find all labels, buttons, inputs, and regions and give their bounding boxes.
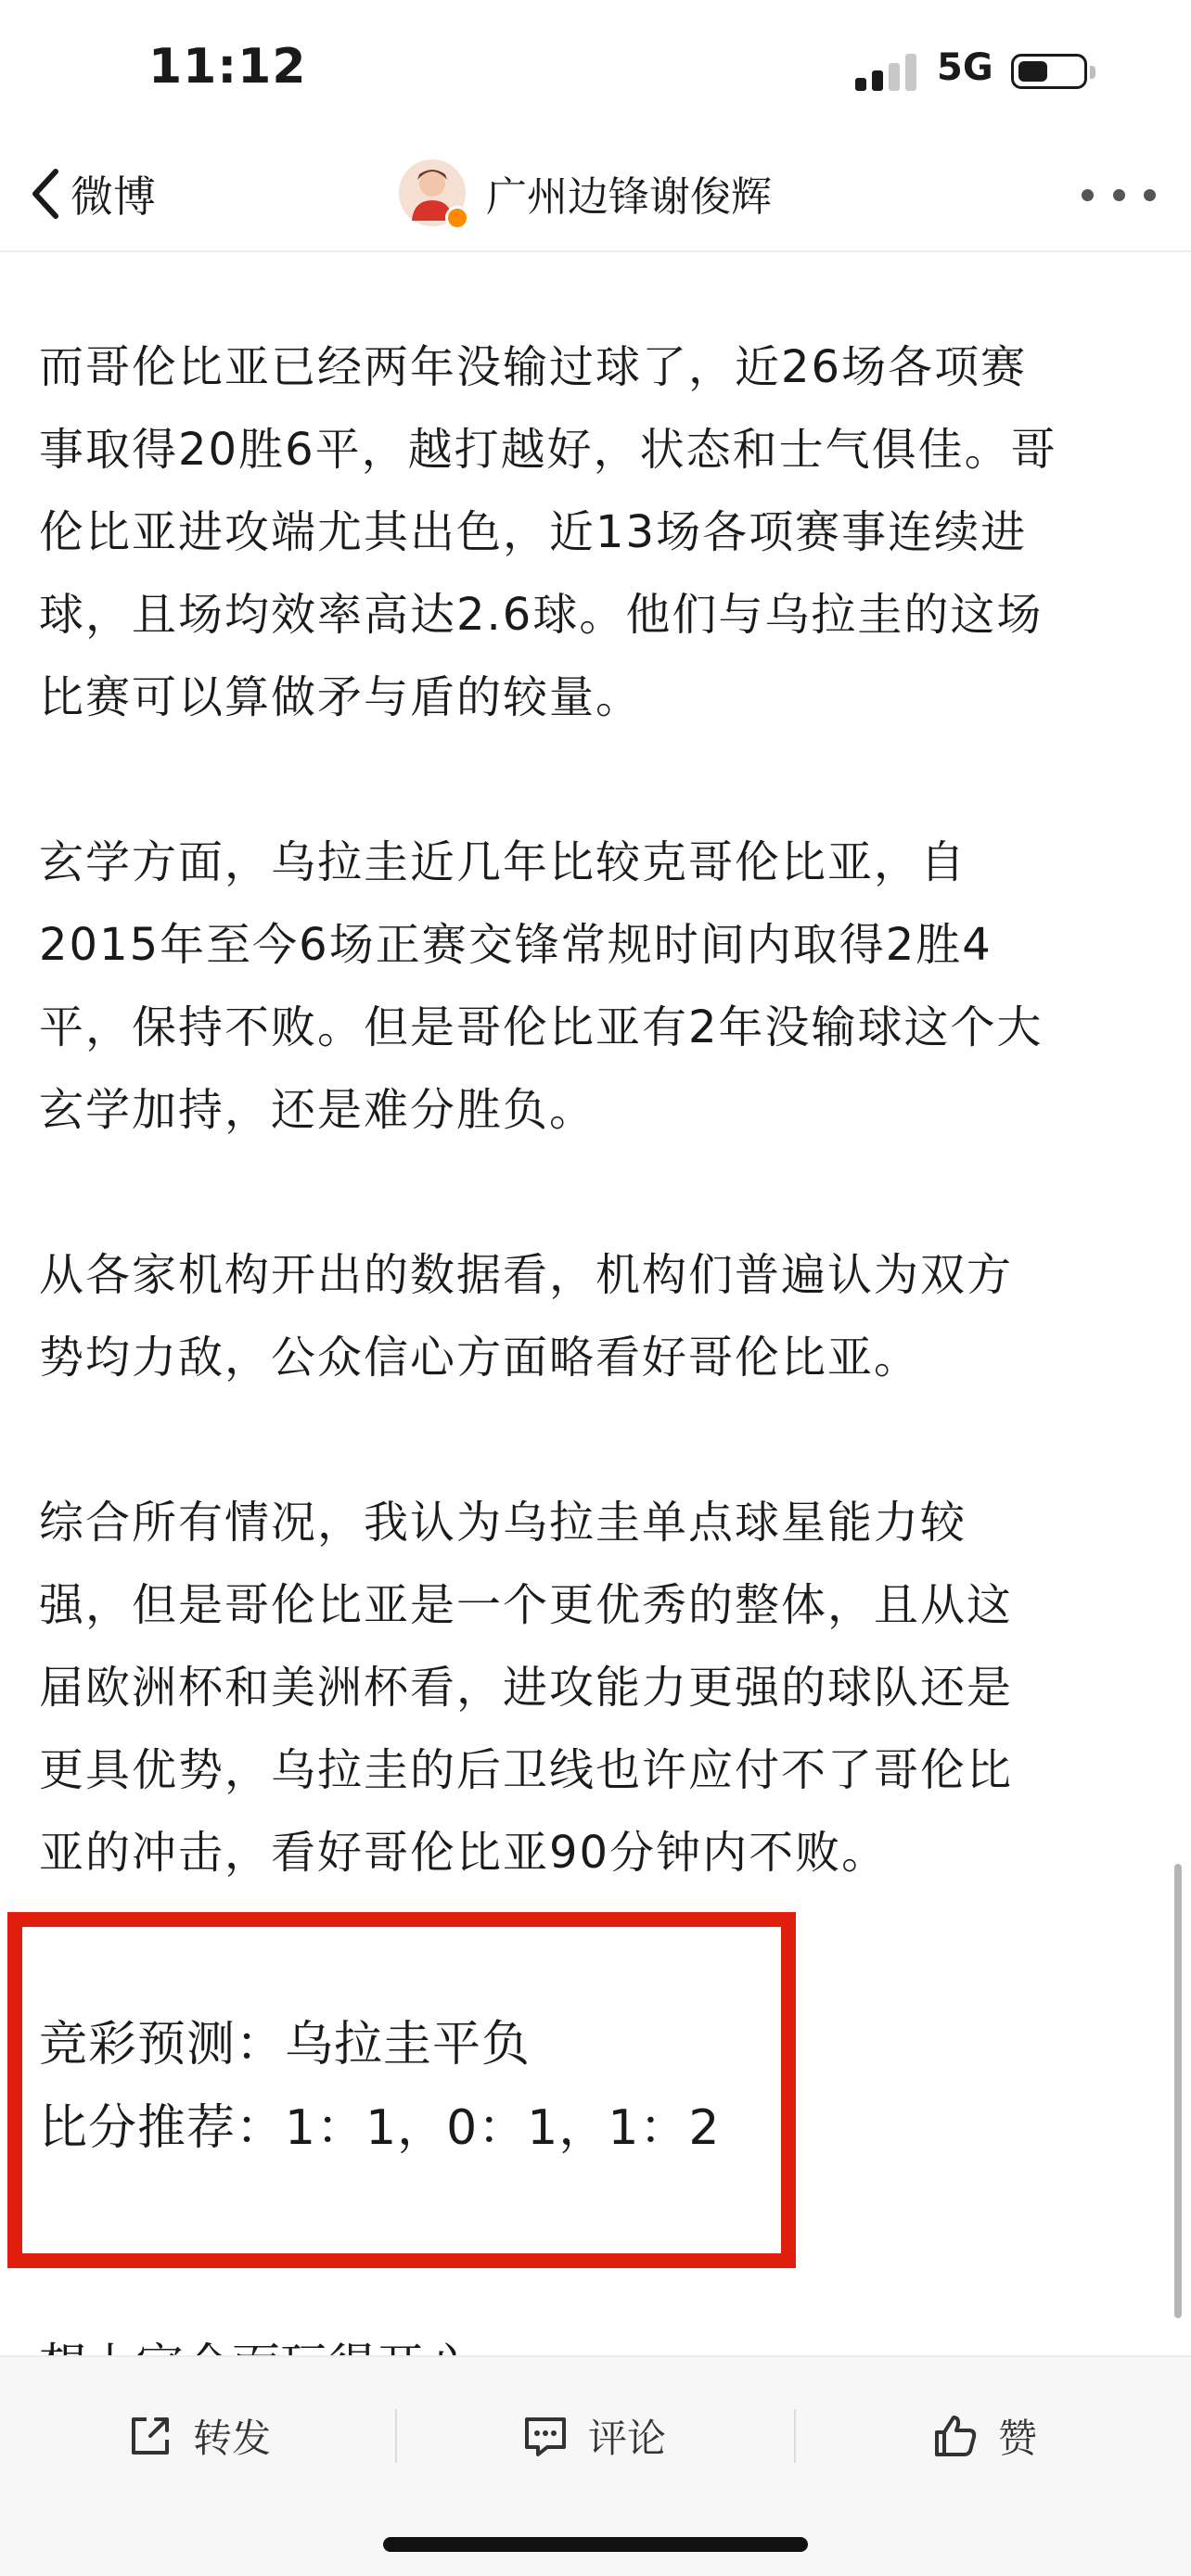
text-line: 从各家机构开出的数据看，机构们普遍认为双方 — [39, 1249, 1014, 1301]
comment-button[interactable] — [521, 2404, 666, 2468]
like-label: 赞 — [998, 2416, 1038, 2461]
chevron-left-icon — [28, 166, 65, 222]
text-line: 玄学加持，还是难分胜负。 — [39, 1084, 596, 1136]
text-line: 综合所有情况，我认为乌拉圭单点球星能力较 — [39, 1497, 967, 1549]
text-line: 而哥伦比亚已经两年没输过球了，近26场各项赛 — [39, 341, 1028, 393]
status-bar — [0, 0, 1191, 139]
more-options-button[interactable] — [1082, 185, 1156, 204]
score-recommendation-line: 比分推荐：1：1，0：1，1：2 — [39, 2100, 721, 2156]
repost-icon — [126, 2412, 174, 2460]
thumbs-up-icon — [931, 2412, 980, 2460]
scrollbar[interactable] — [1174, 1864, 1182, 2318]
back-label: 微博 — [70, 172, 156, 222]
article-body — [39, 326, 1152, 1977]
text-line: 更具优势，乌拉圭的后卫线也许应付不了哥伦比 — [39, 1744, 1014, 1796]
nav-bar — [0, 139, 1191, 252]
text-line: 亚的冲击，看好哥伦比亚90分钟内不败。 — [39, 1827, 889, 1879]
more-dot-icon — [1144, 189, 1156, 201]
text-line: 平，保持不败。但是哥伦比亚有2年没输球这个大 — [39, 1001, 1044, 1053]
text-line: 强，但是哥伦比亚是一个更优秀的整体，且从这 — [39, 1579, 1014, 1631]
divider — [794, 2409, 796, 2463]
verified-badge-icon — [445, 206, 469, 230]
text-line: 比赛可以算做矛与盾的较量。 — [39, 671, 643, 723]
more-dot-icon — [1082, 189, 1094, 201]
partially-visible-text-line — [39, 2327, 473, 2355]
paragraph — [39, 1482, 1152, 1894]
divider — [395, 2409, 397, 2463]
author-name: 广州边锋谢俊辉 — [486, 173, 772, 221]
paragraph — [39, 326, 1152, 739]
text-line: 届欧洲杯和美洲杯看，进攻能力更强的球队还是 — [39, 1662, 1014, 1714]
author-header[interactable] — [399, 156, 772, 230]
text-line: 2015年至今6场正赛交锋常规时间内取得2胜4 — [39, 919, 992, 971]
comment-label: 评论 — [588, 2416, 667, 2461]
battery-icon — [1011, 54, 1087, 89]
cellular-signal-icon — [855, 54, 920, 91]
paragraph — [39, 1234, 1152, 1399]
text-line: 球，且场均效率高达2.6球。他们与乌拉圭的这场 — [39, 589, 1044, 641]
text-line: 事取得20胜6平，越打越好，状态和士气俱佳。哥 — [39, 424, 1057, 476]
text-line: 伦比亚进攻端尤其出色，近13场各项赛事连续进 — [39, 506, 1028, 558]
comment-icon — [521, 2412, 570, 2460]
home-indicator[interactable] — [383, 2537, 808, 2552]
repost-button[interactable] — [126, 2404, 271, 2468]
status-time: 11:12 — [148, 39, 307, 95]
repost-label: 转发 — [193, 2416, 272, 2461]
avatar[interactable] — [399, 159, 466, 226]
network-type: 5G — [937, 46, 993, 89]
text-line: 玄学方面，乌拉圭近几年比较克哥伦比亚，自 — [39, 836, 967, 888]
paragraph — [39, 822, 1152, 1152]
more-dot-icon — [1113, 189, 1125, 201]
prediction-line: 竞彩预测：乌拉圭平负 — [39, 2017, 531, 2072]
text-line: 势均力敌，公众信心方面略看好哥伦比亚。 — [39, 1332, 921, 1384]
like-button[interactable] — [931, 2404, 1037, 2468]
back-button[interactable] — [28, 161, 156, 226]
